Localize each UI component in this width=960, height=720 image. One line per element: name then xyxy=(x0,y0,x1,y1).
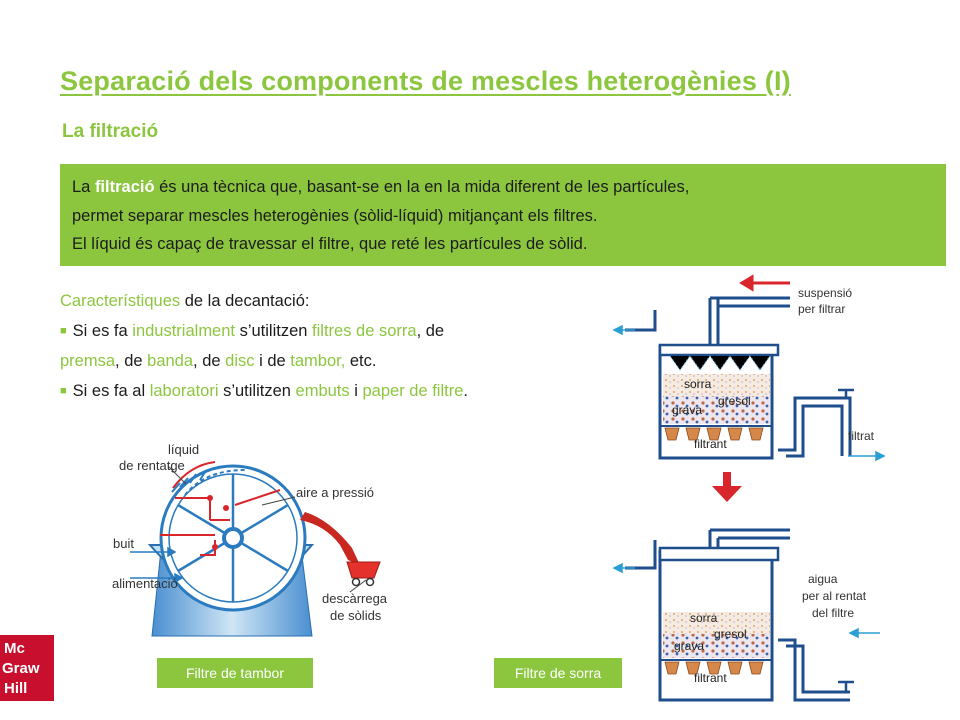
drum-label-air: aire a pressió xyxy=(296,485,375,500)
svg-text:Graw: Graw xyxy=(2,660,40,677)
definition-line-1: La filtració és una tècnica que, basant-se en la en la mida diferent de les partícules, xyxy=(72,178,690,196)
bullet-industrial: ■ Si es fa industrialment s’utilitzen filtres de sorra, de xyxy=(60,322,445,340)
sand-label-suspensio-2: per filtrar xyxy=(798,302,846,316)
sand-label-filtrat: filtrat xyxy=(848,429,875,443)
sand-label-suspensio-1: suspensió xyxy=(798,286,853,300)
drum-label-discharge-1: descàrrega xyxy=(322,591,388,606)
drum-label-discharge-2: de sòlids xyxy=(330,608,382,623)
svg-text:Hill: Hill xyxy=(4,680,28,697)
bullet-industrial-cont: premsa, de banda, de disc i de tambor, etc. xyxy=(60,352,377,370)
sand-label-aigua-3: del filtre xyxy=(812,606,855,620)
sand-label-sorra-bottom: sorra xyxy=(690,611,718,625)
sand-label-grava-bottom: grava xyxy=(674,639,705,653)
drum-label-buit: buit xyxy=(113,536,134,551)
definition-line-2: permet separar mescles heterogènies (sòlid-líquid) mitjançant els filtres. xyxy=(72,206,598,225)
sand-filter-diagram xyxy=(600,270,930,710)
drum-filter-diagram xyxy=(105,430,405,640)
section-subtitle: La filtració xyxy=(62,121,159,142)
features-heading: Característiques de la decantació: xyxy=(60,292,310,310)
sand-label-gresol-top: gresol xyxy=(718,394,751,408)
sand-label-grava-top: grava xyxy=(672,403,703,417)
square-bullet-icon: ■ xyxy=(60,325,67,337)
definition-box xyxy=(60,164,946,266)
down-arrow-icon xyxy=(712,472,742,502)
bullet-laboratory: ■ Si es fa al laboratori s’utilitzen embuts i paper de filtre. xyxy=(60,382,468,400)
sand-label-aigua-2: per al rentat xyxy=(802,589,867,603)
svg-text:Mc: Mc xyxy=(4,640,25,657)
sand-label-gresol-bottom: gresol xyxy=(714,627,747,641)
definition-line-3: El líquid és capaç de travessar el filtre, que reté les partícules de sòlid. xyxy=(72,235,588,253)
features-list xyxy=(60,286,620,406)
drum-label-liquid-2: de rentatge xyxy=(119,458,185,473)
square-bullet-icon: ■ xyxy=(60,385,67,397)
drum-label-alimentacio: alimentació xyxy=(112,576,178,591)
mcgraw-hill-logo xyxy=(0,635,54,701)
label-drum-filter: Filtre de tambor xyxy=(157,658,313,688)
page-title: Separació dels components de mescles heterogènies (I) xyxy=(60,66,791,96)
term-filtracio: filtració xyxy=(94,178,155,196)
drum-label-liquid-1: líquid xyxy=(168,442,200,457)
solids-ribbon xyxy=(300,512,360,565)
label-sand-filter: Filtre de sorra xyxy=(494,658,622,688)
sand-label-aigua-1: aigua xyxy=(808,572,838,586)
sand-label-filtrant-bottom: filtrant xyxy=(694,671,727,685)
sand-label-filtrant-top: filtrant xyxy=(694,437,727,451)
sand-label-sorra-top: sorra xyxy=(684,377,712,391)
